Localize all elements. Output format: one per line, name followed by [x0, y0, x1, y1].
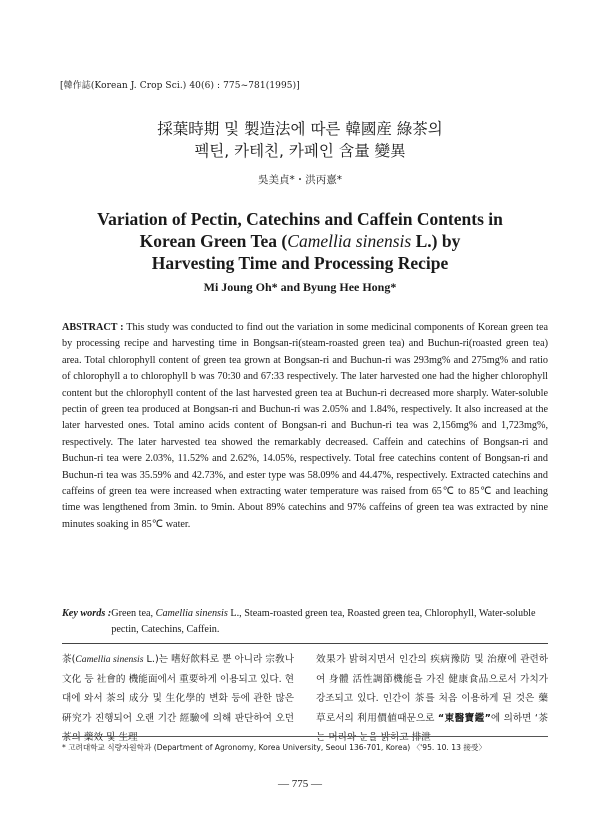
- english-title-line-1: Variation of Pectin, Catechins and Caffein Contents in: [97, 209, 503, 229]
- body-left-text: L.)는 嗜好飮料로 뿐 아니라 宗敎나 文化 등 社會的 機能面에서 重要하게 이용되고 있다. 현대에 와서 茶의 成分 및 生化學的 변화 등에 관한 많은 硏究가 진행되어 오랜 기간 經驗에 의해 판단하여 오던 茶의 藥效 및 生理: [62, 654, 294, 744]
- keywords-divider: [62, 643, 548, 644]
- keywords-species: Camellia sinensis: [155, 608, 228, 619]
- keywords-label: Key words :: [62, 608, 112, 619]
- keywords-text-start: Green tea,: [111, 608, 156, 619]
- korean-authors: 吳美貞*・洪丙憙*: [258, 174, 342, 186]
- english-title-line-3: Harvesting Time and Processing Recipe: [151, 253, 449, 273]
- keywords: [62, 606, 548, 637]
- footnote: * 고려대학교 식량자원학과 (Department of Agronomy, Korea University, Seoul 136-701, Korea) 〈'95. 10. 13 接受〉: [62, 743, 487, 752]
- footnote-divider: [62, 736, 548, 737]
- keywords-text: [111, 606, 548, 637]
- korean-title: [0, 118, 600, 162]
- abstract: [62, 320, 548, 533]
- korean-title-line-2: 펙틴, 카테친, 카페인 含量 變異: [194, 142, 406, 160]
- body-left-column: [62, 650, 294, 748]
- body-left-species: Camellia sinensis: [75, 654, 144, 665]
- page-number: — 775 —: [278, 778, 322, 790]
- journal-reference: [韓作誌(Korean J. Crop Sci.) 40(6) : 775~781(1995)]: [60, 81, 300, 91]
- english-title-line-2-start: Korean Green Tea (: [139, 231, 288, 251]
- english-authors: Mi Joung Oh* and Byung Hee Hong*: [203, 280, 397, 294]
- body-left-prefix: 茶(: [62, 654, 76, 665]
- body-right-text-end: 에 의하면 ‘茶는 머리와 눈을 밝히고 排泄: [316, 712, 548, 744]
- body-columns: [62, 650, 548, 748]
- abstract-label: ABSTRACT :: [62, 322, 124, 333]
- english-title-line-2-end: L.) by: [411, 231, 461, 251]
- body-right-bold: “東醫寶鑑”: [437, 712, 491, 724]
- english-title-line-2: [0, 230, 600, 252]
- korean-title-line-1: 採葉時期 및 製造法에 따른 韓國産 綠茶의: [157, 120, 443, 138]
- english-title-species: Camellia sinensis: [287, 231, 412, 251]
- abstract-text: This study was conducted to find out the variation in some medicinal components of Korean green tea by processing recipe and harvesting time in Bongsan-ri(steam-roasted green tea) and Buchun-ri(roasted green tea) area. Total chlorophyll content of green tea grown at Bongsan-ri and Buchun-ri was 293mg% and 275mg% and ratio of chlorophyll a to chlorophyll b was 70:30 and 67:33 respectively. The later harvested one had the higher chlorophyll content but the chlorophyll content of the last harvested green tea at Buchun-ri decreased more sharply. Water-soluble pectin of green tea produced at Bongsan-ri and Buchun-ri was 2.05% and 1.84%, respectively. It also increased at the later harvested ones. Total amino acids content of Bongsan-ri and Buchun-ri tea was 2,156mg% and 1,723mg%, respectively. The later harvested tea showed the remarkably decreased. Caffein and catechins of Bongsan-ri and Buchun-ri tea were 2.03%, 11.52% and 2.62%, 14.05%, respectively. Total free catechins content of Bongsan-ri and Buchun-ri tea was 35.59% and 42.73%, and ester type was 58.09% and 44.47%, respectively. Extracted catechins and caffeins of green tea were increased when extracting water temperature was raised from 65℃ to 85℃ and leaching time was lengthened from 3min. to 9min. About 89% catechins and 97% caffeins of green tea was extracted by nine minutes soaking in 85℃ water.: [62, 322, 549, 530]
- body-right-column: [316, 650, 548, 748]
- body-right-text-start: 效果가 밝혀지면서 인간의 疾病豫防 및 治療에 관련하여 身體 活性調節機能을 가진 健康食品으로서 가치가 강조되고 있다. 인간이 茶를 처음 이용하게 된 것은 藥草로서의 利用價値때문으로: [316, 654, 548, 724]
- keywords-text-end: L., Steam-roasted green tea, Roasted green tea, Chlorophyll, Water-soluble pectin, Catechins, Caffein.: [111, 608, 536, 635]
- english-title: [0, 208, 600, 274]
